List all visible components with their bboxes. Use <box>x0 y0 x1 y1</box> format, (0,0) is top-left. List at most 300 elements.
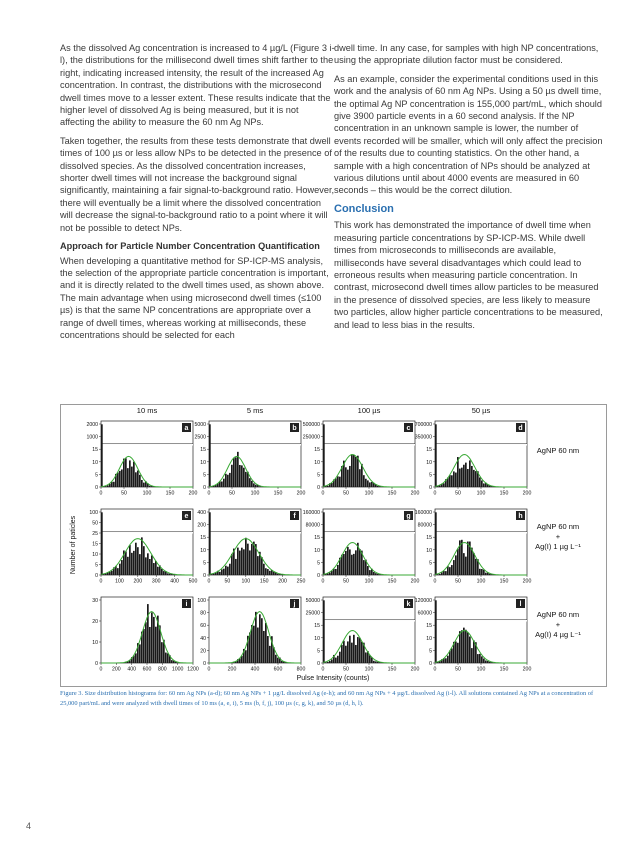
histogram-bar <box>255 485 257 487</box>
histogram-bar <box>119 564 121 575</box>
histogram-bar <box>149 627 151 663</box>
histogram-bar <box>455 473 457 487</box>
histogram-bar <box>481 569 483 575</box>
histogram-bar <box>327 662 329 663</box>
histogram-bar <box>353 554 355 575</box>
histogram-bar <box>121 560 123 575</box>
histogram-bar <box>471 648 473 663</box>
row-label-line1: AgNP 60 nm <box>536 522 580 531</box>
x-tick-label: 150 <box>387 490 397 497</box>
histogram-bar <box>101 424 103 487</box>
y-tick-label: 0 <box>203 661 206 667</box>
histogram-bar <box>473 470 475 487</box>
histogram-bar <box>473 553 475 575</box>
y-tick-label: 10 <box>426 459 432 466</box>
histogram-bar <box>337 656 339 663</box>
histogram-bar <box>237 548 239 575</box>
x-tick-label: 0 <box>99 666 103 673</box>
histogram-bar <box>467 469 469 487</box>
histogram-bar <box>245 472 247 487</box>
histogram-bar <box>231 554 233 575</box>
histogram-bar <box>475 471 477 487</box>
histogram-bar <box>435 512 437 575</box>
histogram-bar <box>349 636 351 663</box>
histogram-bar <box>463 465 465 487</box>
y-tick-label: 50000 <box>305 598 320 604</box>
histogram-bar <box>347 641 349 663</box>
y-tick-label: 15 <box>426 535 432 542</box>
histogram-bar <box>241 465 243 487</box>
histogram-bar <box>479 477 481 487</box>
histogram-bar <box>335 478 337 487</box>
histogram-bar <box>353 635 355 663</box>
y-tick-label: 0 <box>317 573 320 579</box>
histogram-bar <box>477 654 479 663</box>
y-tick-label: 10 <box>426 635 432 642</box>
histogram-bar <box>345 551 347 575</box>
x-tick-label: 500 <box>188 578 198 585</box>
y-tick-label: 5 <box>95 472 98 479</box>
y-tick-label: 0 <box>429 661 432 667</box>
histogram-bar <box>135 653 137 663</box>
histogram-bar <box>163 571 165 575</box>
panel-letter: g <box>406 513 411 520</box>
histogram-bar <box>267 569 269 575</box>
histogram-bar <box>209 424 211 487</box>
panel-letter: h <box>518 513 523 520</box>
panel-letter: k <box>406 601 411 608</box>
y-tick-label: 5 <box>317 560 320 567</box>
x-tick-label: 200 <box>522 666 532 673</box>
y-tick-label: 60000 <box>417 610 432 617</box>
histogram-bar <box>111 571 113 575</box>
histogram-bar <box>359 549 361 575</box>
histogram-bar <box>249 550 251 575</box>
x-tick-label: 0 <box>99 490 103 497</box>
histogram-bar <box>351 555 353 575</box>
y-tick-label: 15 <box>314 623 320 630</box>
histogram-bar <box>449 475 451 487</box>
histogram-bar <box>461 540 463 575</box>
y-tick-label: 2500 <box>194 434 206 441</box>
x-tick-label: 200 <box>188 490 198 497</box>
y-tick-label: 160000 <box>414 510 432 516</box>
histogram-bar <box>139 554 141 575</box>
x-tick-label: 1200 <box>187 666 199 673</box>
histogram-bar <box>457 643 459 663</box>
right-paragraph-3: This work has demonstrated the importance of dwell time when measuring particle concentrations by SP-ICP-MS. While dwell times from microseconds to milliseconds are available, milliseconds have several disadvantages which could lead to erroneous results when measuring particle concentration. In contrast, microsecond dwell times allow particles to be measured in the presence of dissolved species, are less likely to measure two particles, allow higher particle concentrations to be measured, and lead to less bias in the results. <box>334 220 603 330</box>
x-tick-label: 200 <box>410 490 420 497</box>
y-tick-label: 5 <box>95 562 98 569</box>
histogram-bar <box>329 661 331 663</box>
right-column <box>334 42 606 337</box>
histogram-bar <box>357 637 359 663</box>
x-tick-label: 50 <box>455 490 461 497</box>
histogram-bar <box>227 567 229 575</box>
histogram-bar <box>135 543 137 575</box>
row-label-line1: AgNP 60 nm <box>536 446 580 455</box>
x-tick-label: 100 <box>476 578 486 585</box>
figure-3 <box>60 404 607 687</box>
histogram-bar <box>125 551 127 575</box>
histogram-bar <box>337 476 339 487</box>
histogram-bar <box>151 613 153 663</box>
histogram-bar <box>343 641 345 663</box>
histogram-bar <box>113 482 115 487</box>
y-tick-label: 80 <box>200 610 206 617</box>
histogram-bar <box>443 483 445 487</box>
histogram-bar <box>165 653 167 663</box>
histogram-bar <box>219 572 221 575</box>
row-label-line3: Ag(I) 1 µg L⁻¹ <box>535 542 581 551</box>
y-tick-label: 5 <box>203 472 206 479</box>
histogram-bar <box>127 468 129 487</box>
histogram-bar <box>451 648 453 663</box>
x-tick-label: 400 <box>250 666 260 673</box>
y-tick-label: 0 <box>317 485 320 491</box>
x-tick-label: 150 <box>387 578 397 585</box>
right-paragraph-2: As an example, consider the experimental conditions used in this work and the analysis of 60 nm Ag NPs. Using a 50 µs dwell time, the optimal Ag NP concentration is 155,000 part/mL, which should give 3900 particle events in a 60 second analysis. If the NP concentration in an unknown sample is lower, the number of events recorded will be smaller, which will only affect the precision of the results due to counting statistics. On the other hand, a sample with a high concentration of NPs should be analyzed at various dilutions until about 4000 events are measured in 60 seconds – this would be the correct dilution. <box>334 73 603 196</box>
histogram-bar <box>355 457 357 487</box>
histogram-bar <box>467 632 469 663</box>
y-tick-label: 10 <box>200 459 206 466</box>
x-tick-label: 50 <box>455 666 461 673</box>
histogram-bar <box>483 659 485 663</box>
y-tick-label: 10 <box>200 547 206 554</box>
histogram-bar <box>361 642 363 663</box>
histogram-bar <box>275 655 277 663</box>
y-tick-label: 500000 <box>302 422 320 428</box>
histogram-bar <box>129 545 131 575</box>
histogram-bar <box>479 654 481 663</box>
figure-caption: Figure 3. Size distribution histograms for: 60 nm Ag NPs (a-d); 60 nm Ag NPs + 1 µg/L dissolved Ag (e-h); and 60 nm Ag NPs + 4 µg/L dissolved Ag (i-l). All solutions contained Ag NPs at a concentration of 25,000 part/mL and were analyzed with dwell times of 10 ms (a, e, i), 5 ms (b, f, j), 100 µs (c, g, k), and 50 µs (d, h, l). <box>60 690 594 707</box>
histogram-bar <box>335 658 337 663</box>
x-tick-label: 200 <box>522 490 532 497</box>
figure-histograms <box>61 405 606 686</box>
histogram-bar <box>149 559 151 575</box>
histogram-bar <box>141 537 143 575</box>
y-tick-label: 10 <box>92 552 98 558</box>
histogram-bar <box>239 465 241 487</box>
histogram-bar <box>471 466 473 487</box>
histogram-bar <box>119 471 121 487</box>
y-tick-label: 10 <box>92 640 98 646</box>
histogram-bar <box>369 570 371 575</box>
histogram-bar <box>131 467 133 487</box>
histogram-bar <box>455 642 457 663</box>
panel-letter: j <box>293 601 296 608</box>
histogram-bar <box>221 569 223 575</box>
histogram-bar <box>339 652 341 663</box>
histogram-bar <box>243 549 245 575</box>
panel-letter: l <box>519 601 522 608</box>
histogram-bar <box>435 600 437 663</box>
histogram-bar <box>233 458 235 487</box>
histogram-bar <box>223 479 225 487</box>
y-axis-label: Number of paticles <box>70 515 77 575</box>
row-label-line1: AgNP 60 nm <box>536 610 580 619</box>
y-tick-label: 20 <box>200 648 206 655</box>
fit-curve-c <box>323 455 415 488</box>
x-tick-label: 400 <box>170 578 179 585</box>
histogram-bar <box>459 631 461 663</box>
histogram-bar <box>447 656 449 663</box>
histogram-bar <box>235 457 237 487</box>
histogram-bar <box>463 553 465 575</box>
panel-letter: b <box>292 425 297 432</box>
histogram-bar <box>485 573 487 575</box>
histogram-bar <box>469 460 471 487</box>
histogram-bar <box>253 626 255 663</box>
histogram-bar <box>245 650 247 663</box>
histogram-bar <box>241 548 243 575</box>
histogram-bar <box>161 642 163 663</box>
histogram-bar <box>277 658 279 663</box>
histogram-bar <box>101 512 103 575</box>
histogram-bar <box>479 569 481 575</box>
histogram-bar <box>151 555 153 575</box>
histogram-bar <box>375 661 377 663</box>
y-tick-label: 25 <box>92 531 98 537</box>
histogram-bar <box>127 557 129 575</box>
x-tick-label: 100 <box>115 578 124 585</box>
y-tick-label: 5 <box>429 472 432 479</box>
x-tick-label: 200 <box>296 490 306 497</box>
panel-letter: c <box>406 425 411 432</box>
histogram-bar <box>267 636 269 663</box>
histogram-bar <box>251 481 253 487</box>
histogram-bar <box>257 628 259 663</box>
histogram-bar <box>243 468 245 487</box>
y-tick-label: 80000 <box>305 522 320 529</box>
histogram-bar <box>143 546 145 575</box>
left-paragraph-3: When developing a quantitative method for SP-ICP-MS analysis, the selection of the appropriate particle concentration is important, and it is directly related to the dwell times used, as shown above. The main advantage when using microsecond dwell times (≤100 µs) is that the same NP concentrations are appropriate over a range of dwell times, whereas working at milliseconds, these concentrations should be selected for each <box>60 255 329 340</box>
histogram-bar <box>167 653 169 663</box>
histogram-bar <box>347 547 349 575</box>
histogram-bar <box>353 455 355 487</box>
fit-curve-b <box>209 456 301 487</box>
x-tick-label: 600 <box>273 666 283 673</box>
histogram-bar <box>123 459 125 487</box>
histogram-bar <box>263 631 265 663</box>
x-tick-label: 150 <box>259 578 269 585</box>
y-tick-label: 200 <box>197 522 206 529</box>
y-tick-label: 10 <box>314 459 320 466</box>
column-title: 50 µs <box>471 406 491 415</box>
histogram-bar <box>465 557 467 575</box>
histogram-bar <box>141 480 143 487</box>
histogram-bar <box>257 556 259 575</box>
histogram-bar <box>449 567 451 575</box>
histogram-bar <box>435 424 437 487</box>
histogram-bar <box>343 554 345 575</box>
y-tick-label: 15 <box>92 541 98 548</box>
histogram-bar <box>153 563 155 575</box>
x-tick-label: 100 <box>142 490 152 497</box>
histogram-bar <box>459 469 461 487</box>
column-title: 5 ms <box>246 406 264 415</box>
histogram-bar <box>135 472 137 487</box>
histogram-bar <box>137 471 139 487</box>
histogram-bar <box>265 568 267 575</box>
histogram-bar <box>375 573 377 575</box>
histogram-bar <box>129 460 131 487</box>
histogram-bar <box>139 475 141 487</box>
x-tick-label: 0 <box>99 578 103 585</box>
histogram-bar <box>231 465 233 487</box>
left-column <box>60 42 335 347</box>
right-paragraph-1: dwell time. In any case, for samples with high NP concentrations, using the appropriate dilution factor must be considered. <box>334 43 599 66</box>
y-tick-label: 250000 <box>302 434 320 441</box>
histogram-bar <box>335 569 337 575</box>
y-tick-label: 15 <box>314 535 320 542</box>
x-tick-label: 50 <box>121 490 127 497</box>
y-tick-label: 10 <box>92 459 98 466</box>
x-tick-label: 100 <box>250 490 260 497</box>
y-tick-label: 5 <box>429 648 432 655</box>
histogram-bar <box>445 658 447 663</box>
x-tick-label: 0 <box>433 578 437 585</box>
histogram-bar <box>247 544 249 575</box>
x-tick-label: 100 <box>241 578 251 585</box>
x-tick-label: 0 <box>321 578 325 585</box>
section-heading-quantification: Approach for Particle Number Concentration Quantification <box>60 241 320 252</box>
x-tick-label: 200 <box>133 578 143 585</box>
histogram-bar <box>145 557 147 575</box>
x-tick-label: 150 <box>499 490 509 497</box>
histogram-bar <box>137 547 139 575</box>
column-title: 10 ms <box>136 406 158 415</box>
histogram-bar <box>323 512 325 575</box>
y-tick-label: 700000 <box>414 422 432 428</box>
y-tick-label: 50 <box>92 520 98 527</box>
histogram-bar <box>155 561 157 575</box>
y-tick-label: 25000 <box>305 610 320 617</box>
x-tick-label: 100 <box>476 490 486 497</box>
histogram-bar <box>451 565 453 575</box>
y-tick-label: 10 <box>426 547 432 554</box>
y-tick-label: 0 <box>429 573 432 579</box>
x-tick-label: 50 <box>343 490 349 497</box>
left-paragraph-1: As the dissolved Ag concentration is increased to 4 µg/L (Figure 3 i-l), the distributions for the millisecond dwell times shift farther to the right, indicating increased intensity, the result of the increased Ag concentration. In contrast, the distributions with the microsecond dwell times move to a lesser extent. These results indicate that the higher level of dissolved Ag is being measured, but it is not affecting the ability to measure the 60 nm Ag NPs. <box>60 43 335 128</box>
histogram-bar <box>121 469 123 487</box>
panel-letter: d <box>518 425 523 432</box>
x-tick-label: 800 <box>296 666 306 673</box>
y-tick-label: 5 <box>317 648 320 655</box>
histogram-bar <box>331 659 333 663</box>
histogram-bar <box>481 480 483 487</box>
histogram-bar <box>351 454 353 487</box>
histogram-bar <box>251 544 253 575</box>
histogram-bar <box>269 646 271 663</box>
x-tick-label: 800 <box>158 666 167 673</box>
y-tick-label: 15 <box>200 447 206 454</box>
y-tick-label: 120000 <box>414 598 432 604</box>
histogram-bar <box>227 475 229 487</box>
histogram-bar <box>245 538 247 575</box>
histogram-bar <box>161 569 163 575</box>
y-tick-label: 40 <box>200 635 206 642</box>
histogram-bar <box>223 569 225 575</box>
histogram-bar <box>355 645 357 663</box>
x-axis-label: Pulse Intensity (counts) <box>296 675 370 682</box>
x-tick-label: 200 <box>410 578 420 585</box>
histogram-bar <box>235 559 237 575</box>
x-tick-label: 150 <box>499 578 509 585</box>
panel-letter: e <box>184 513 189 520</box>
x-tick-label: 200 <box>410 666 420 673</box>
histogram-bar <box>345 646 347 663</box>
histogram-bar <box>371 482 373 487</box>
histogram-bar <box>453 560 455 575</box>
x-tick-label: 1000 <box>171 666 184 673</box>
y-tick-label: 60 <box>200 623 206 630</box>
y-tick-label: 160000 <box>302 510 320 516</box>
histogram-bar <box>469 637 471 663</box>
x-tick-label: 150 <box>165 490 175 497</box>
histogram-bar <box>359 638 361 663</box>
x-tick-label: 0 <box>207 666 211 673</box>
histogram-bar <box>329 573 331 575</box>
x-tick-label: 200 <box>278 578 287 585</box>
y-tick-label: 1000 <box>86 434 98 441</box>
histogram-bar <box>351 643 353 663</box>
x-tick-label: 200 <box>112 666 121 673</box>
histogram-bar <box>323 600 325 663</box>
y-tick-label: 350000 <box>414 434 432 441</box>
histogram-bar <box>367 566 369 575</box>
histogram-bar <box>145 622 147 663</box>
histogram-bar <box>149 486 151 487</box>
histogram-bar <box>131 553 133 575</box>
histogram-bar <box>453 471 455 487</box>
histogram-bar <box>451 475 453 487</box>
histogram-bar <box>465 463 467 487</box>
histogram-bar <box>339 477 341 487</box>
histogram-bar <box>157 567 159 575</box>
histogram-bar <box>327 486 329 487</box>
histogram-bar <box>349 549 351 575</box>
histogram-bar <box>261 618 263 663</box>
y-tick-label: 100 <box>89 510 98 516</box>
histogram-bar <box>249 478 251 487</box>
histogram-bar <box>221 481 223 487</box>
histogram-bar <box>259 614 261 663</box>
histogram-bar <box>373 572 375 575</box>
histogram-bar <box>483 483 485 487</box>
y-tick-label: 15 <box>426 447 432 454</box>
x-tick-label: 0 <box>433 666 437 673</box>
histogram-bar <box>125 458 127 487</box>
x-tick-label: 0 <box>207 578 211 585</box>
fit-curve-a <box>101 456 193 487</box>
histogram-bar <box>341 645 343 663</box>
histogram-bar <box>475 559 477 575</box>
histogram-bar <box>465 630 467 663</box>
histogram-bar <box>263 564 265 575</box>
histogram-bar <box>349 466 351 487</box>
x-tick-label: 150 <box>499 666 509 673</box>
histogram-bar <box>365 652 367 663</box>
histogram-bar <box>445 571 447 575</box>
x-tick-label: 0 <box>321 490 325 497</box>
histogram-bar <box>253 483 255 487</box>
y-tick-label: 0 <box>429 485 432 491</box>
x-tick-label: 50 <box>224 578 231 585</box>
histogram-bar <box>171 660 173 663</box>
histogram-bar <box>133 551 135 575</box>
y-tick-label: 15 <box>426 623 432 630</box>
